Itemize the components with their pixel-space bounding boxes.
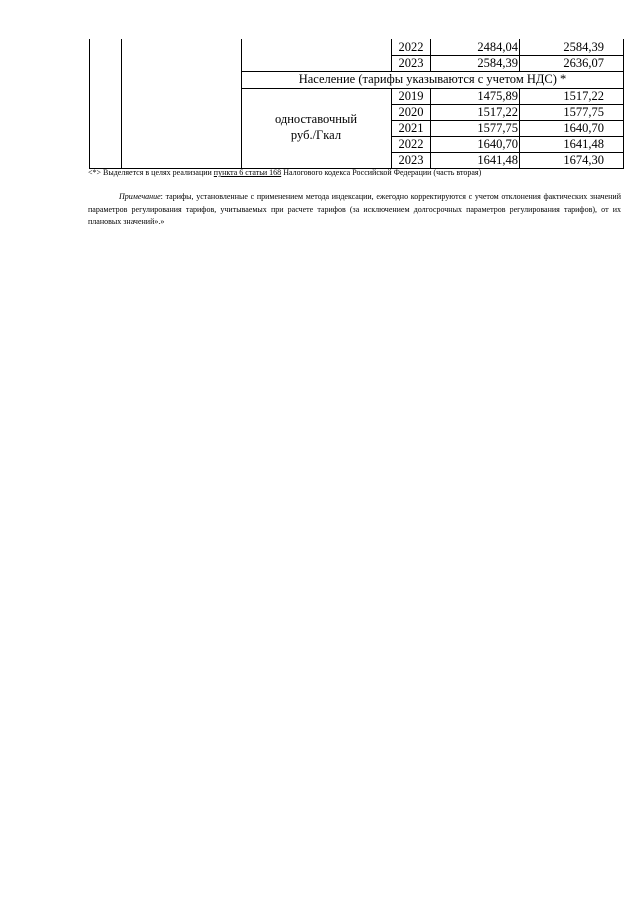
note-paragraph <box>88 191 621 229</box>
footnote-link[interactable]: пункта 6 статьи 168 <box>213 168 282 177</box>
table-cell-value: 2636,07 <box>563 56 604 70</box>
table-cell-year: 2020 <box>398 105 424 119</box>
table-cell-value: 2484,04 <box>477 40 518 54</box>
footnote <box>88 168 628 178</box>
table-cell-value: 1517,22 <box>477 105 518 119</box>
table-cell-value: 1641,48 <box>477 153 518 167</box>
pricing-type-cell <box>241 111 391 143</box>
table-cell-value: 1640,70 <box>477 137 518 151</box>
table-cell-value: 1577,75 <box>477 121 518 135</box>
table-cell-year: 2019 <box>398 89 424 103</box>
footnote-prefix: <*> Выделяется в целях реализации <box>88 168 214 177</box>
table-cell-value: 1517,22 <box>563 89 604 103</box>
table-cell-year: 2021 <box>398 121 424 135</box>
table-cell-year: 2023 <box>398 153 424 167</box>
pricing-type-label: одноставочный <box>274 112 358 126</box>
table-cell-value: 1475,89 <box>477 89 518 103</box>
tariff-table <box>89 39 624 168</box>
note-label: Примечание <box>119 192 161 201</box>
pricing-type-unit: руб./Гкал <box>290 128 342 142</box>
table-cell-value: 2584,39 <box>477 56 518 70</box>
table-cell-year: 2023 <box>398 56 424 70</box>
table-cell-value: 1674,30 <box>563 153 604 167</box>
table-cell-year: 2022 <box>398 137 424 151</box>
table-cell-value: 2584,39 <box>563 40 604 54</box>
table-cell-value: 1641,48 <box>563 137 604 151</box>
footnote-suffix: Налогового кодекса Российской Федерации (часть вторая) <box>281 168 482 177</box>
table-cell-value: 1577,75 <box>563 105 604 119</box>
section-header: Население (тарифы указываются с учетом НДС) * <box>298 72 567 86</box>
table-column-divider <box>121 39 122 168</box>
table-cell-value: 1640,70 <box>563 121 604 135</box>
table-cell-year: 2022 <box>398 40 424 54</box>
note-text: : тарифы, установленные с применением метода индексации, ежегодно корректируются с учетом отклонения фактических значений параметров регулирования тарифов, учитываемых при расчете тарифов (за исключением долгосрочных параметров регулирования тарифов), от их плановых значений».» <box>88 192 621 226</box>
table-column-divider <box>241 39 242 168</box>
table-border-left <box>89 39 90 168</box>
